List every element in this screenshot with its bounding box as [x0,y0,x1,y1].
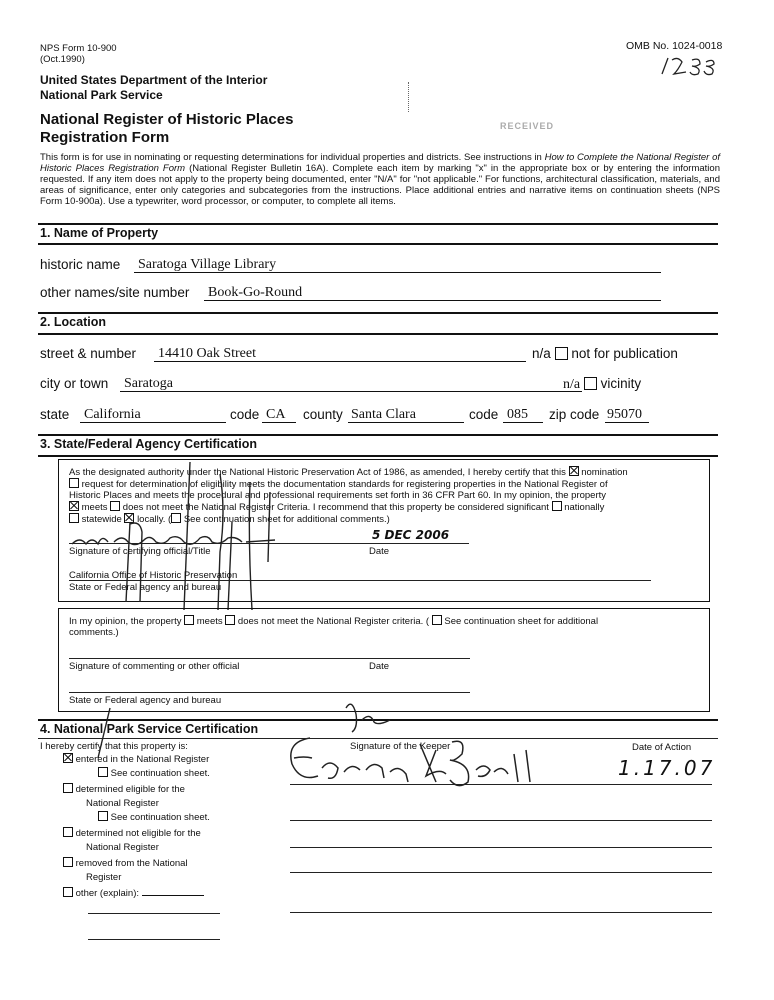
section4-title: 4. National Park Service Certification [40,722,259,736]
not-for-publication-label: not for publication [571,346,678,361]
other-checkbox[interactable] [63,887,73,897]
keeper-signature-line [290,784,712,785]
form-date: (Oct.1990) [40,54,85,65]
certification-statement: As the designated authority under the National Historic Preservation Act of 1986, as amended, I hereby certify that this nomination request for determination of eligibility meets the documentation standards for registering properties in the National Register of Historic Places and meets the procedural and professional requirements set forth in 36 CFR Part 60. In my opinion, the property meets does not meet the National Register Criteria. I recommend that this property be considered significant nationally statewide locally. ( See continuation sheet for additional comments.) [69,467,628,525]
section3-title: 3. State/Federal Agency Certification [40,437,257,451]
agency-line [69,580,651,581]
historic-name-field[interactable] [134,255,661,273]
entered-continuation-checkbox[interactable] [98,767,108,777]
opinion-does-not-meet-checkbox[interactable] [225,615,235,625]
eligible-continuation-checkbox[interactable] [98,811,108,821]
county-code-value: 085 [507,407,528,422]
eligible-checkbox[interactable] [63,783,73,793]
keeper-label: Signature of the Keeper [350,741,451,752]
nomination-checkbox[interactable] [569,466,579,476]
date-of-action-handwritten: 1.17.07 [618,756,716,780]
comment-signature-line [69,658,470,659]
county-code-field[interactable] [503,405,543,423]
other-explain-line [88,913,220,914]
date-label: Date [369,546,390,557]
county-label: county [303,407,343,422]
section1-title: 1. Name of Property [40,226,159,240]
not-eligible-checkbox[interactable] [63,827,73,837]
state-field[interactable] [80,405,226,423]
zip-label: zip code [549,407,600,422]
meets-checkbox[interactable] [69,501,79,511]
city-label: city or town [40,376,109,391]
comment-agency-line [69,692,470,693]
street-field[interactable] [154,344,526,362]
keeper-line [290,847,712,848]
not-for-publication-checkbox[interactable] [555,347,568,360]
section2-title: 2. Location [40,315,106,329]
section-rule [38,434,718,436]
comment-agency-label: State or Federal agency and bureau [69,695,222,706]
na-label: n/a [563,377,581,392]
section-rule [38,333,718,335]
zip-value: 95070 [607,407,642,422]
not-for-publication-option [532,346,678,361]
comment-date-label: Date [369,661,390,672]
zip-field[interactable] [605,405,649,423]
handwritten-reference-number [660,54,730,80]
historic-name-value: Saratoga Village Library [138,257,277,272]
form-subtitle: Registration Form [40,129,170,146]
na-label: n/a [532,346,551,361]
other-names-value: Book-Go-Round [208,285,303,300]
state-code-value: CA [266,407,286,422]
section-rule [38,243,718,245]
section-rule [38,312,718,314]
department-line: United States Department of the Interior [40,73,268,87]
state-code-field[interactable] [262,405,296,423]
certifying-agency-label: State or Federal agency and bureau [69,582,222,593]
state-code-label: code [230,407,260,422]
keeper-line [290,872,712,873]
certifying-agency-value: California Office of Historic Preservation [69,570,238,581]
section-rule [38,455,718,457]
keeper-line [290,912,712,913]
section-rule [38,223,718,225]
nationally-checkbox[interactable] [552,501,562,511]
statewide-checkbox[interactable] [69,513,79,523]
keeper-line [290,820,712,821]
date-of-action-label: Date of Action [632,742,692,753]
vicinity-label: vicinity [600,376,642,391]
agency-line: National Park Service [40,88,163,102]
vicinity-checkbox[interactable] [584,377,597,390]
opinion-statement: In my opinion, the property meets does not meet the National Register criteria. ( See continuation sheet for additional comments.) [69,616,599,638]
county-field[interactable] [348,405,464,423]
street-label: street & number [40,346,137,361]
omb-number: OMB No. 1024-0018 [626,40,723,52]
stamp-mark [408,82,411,112]
vicinity-option [563,376,641,393]
state-label: state [40,407,70,422]
received-stamp: RECEIVED [500,121,555,131]
entered-checkbox[interactable] [63,753,73,763]
nps-intro: I hereby certify that this property is: [40,741,188,752]
form-number: NPS Form 10-900 [40,43,117,54]
request-determination-checkbox[interactable] [69,478,79,488]
other-names-field[interactable] [204,283,661,301]
opinion-meets-checkbox[interactable] [184,615,194,625]
intro-paragraph: This form is for use in nominating or requesting determinations for individual properties and districts. See instructions in How to Complete the National Register of Historic Places Registration Form (National Register Bulletin 16A). Complete each item by marking "x" in the appropriate box or by entering the information requested. If any item does not apply to the property being documented, enter "N/A" for "not applicable." For functions, architectural classification, materials, and areas of significance, enter only categories and subcategories from the instructions. Place additional entries and narrative items on continuation sheets (NPS Form 10-900a). Use a typewriter, word processor, or computer, to complete all items. [40,152,721,207]
historic-name-label: historic name [40,257,121,272]
form-title: National Register of Historic Places [40,111,294,128]
signature-line [69,543,469,544]
county-value: Santa Clara [351,407,416,422]
other-explain-line [88,939,220,940]
street-value: 14410 Oak Street [158,346,256,361]
nps-options: entered in the National Register See continuation sheet. determined eligible for the National Register See continuation sheet. determined not eligible for the National Register removed from the National Register other (explain): [63,753,210,901]
certifying-date-handwritten: 5 DEC 2006 [372,528,450,542]
county-code-label: code [469,407,499,422]
other-names-label: other names/site number [40,285,190,300]
city-field[interactable] [120,374,582,392]
opinion-continuation-checkbox[interactable] [432,615,442,625]
removed-checkbox[interactable] [63,857,73,867]
signature-label: Signature of certifying official/Title [69,546,211,557]
comment-signature-label: Signature of commenting or other official [69,661,240,672]
city-value: Saratoga [124,376,173,391]
state-value: California [84,407,141,422]
